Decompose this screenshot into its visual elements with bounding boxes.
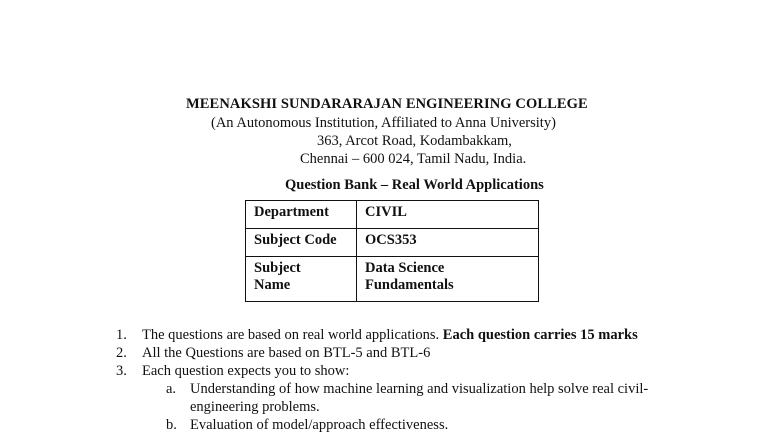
sub-list xyxy=(142,380,716,434)
subject-code-value: OCS353 xyxy=(357,229,539,257)
sub-list-item-text: Evaluation of model/approach effectiveness. xyxy=(190,417,449,433)
subject-code-label: Subject Code xyxy=(246,229,357,257)
department-label: Department xyxy=(246,201,357,229)
subject-name-label xyxy=(246,257,357,302)
list-item xyxy=(116,326,716,344)
subject-name-value-line-2: Fundamentals xyxy=(365,277,454,293)
sub-list-item xyxy=(166,416,690,434)
table-row xyxy=(246,257,539,302)
college-name: MEENAKSHI SUNDARARAJAN ENGINEERING COLLEGE xyxy=(186,96,588,112)
list-item-text: The questions are based on real world applications. xyxy=(142,327,443,343)
sub-list-item xyxy=(166,380,690,416)
table-row xyxy=(246,201,539,229)
document-title: Question Bank – Real World Applications xyxy=(285,177,544,193)
list-item xyxy=(116,344,716,362)
subject-info-table xyxy=(245,200,539,302)
subject-name-label-line-1: Subject xyxy=(254,260,301,276)
college-address-line-1: 363, Arcot Road, Kodambakkam, xyxy=(317,133,512,149)
list-item-text: All the Questions are based on BTL-5 and BTL-6 xyxy=(142,345,431,361)
sub-list-item-text: Understanding of how machine learning and visualization help solve real civil-engineering problems. xyxy=(190,381,649,415)
list-item-number: 1. xyxy=(116,327,127,343)
subject-name-value xyxy=(357,257,539,302)
sub-list-item-letter: b. xyxy=(166,417,177,433)
subject-name-label-line-2: Name xyxy=(254,277,291,293)
list-item-bold-text: Each question carries 15 marks xyxy=(442,327,638,343)
college-address-line-2: Chennai – 600 024, Tamil Nadu, India. xyxy=(300,151,527,167)
table-row xyxy=(246,229,539,257)
list-item-number: 3. xyxy=(116,363,127,379)
department-value: CIVIL xyxy=(357,201,539,229)
sub-list-item-letter: a. xyxy=(166,381,177,397)
list-item-text: Each question expects you to show: xyxy=(142,363,350,379)
instructions-list xyxy=(116,326,716,434)
list-item-number: 2. xyxy=(116,345,127,361)
college-affiliation: (An Autonomous Institution, Affiliated to Anna University) xyxy=(211,115,556,131)
subject-name-value-line-1: Data Science xyxy=(365,260,445,276)
list-item xyxy=(116,362,716,434)
